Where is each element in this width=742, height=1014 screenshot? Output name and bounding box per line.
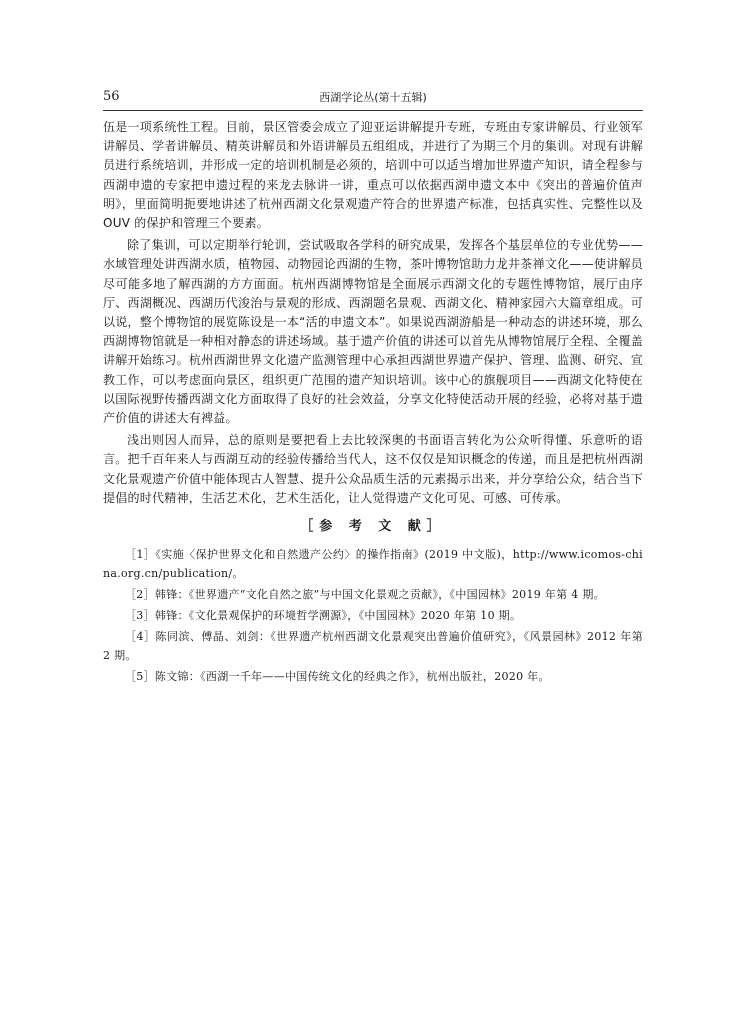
paragraph: 浅出则因人而异，总的原则是要把看上去比较深奥的书面语言转化为公众听得懂、乐意听的语言。把千百年来人与西湖互动的经验传播给当代人，这不仅仅是知识概念的传递，而且是把杭州西湖文化景观遗产价值中能体现古人智慧、提升公众品质生活的元素揭示出来，并分享给公众，结合当下提倡的时代精神，生活艺术化，艺术生活化，让人觉得遗产文化可见、可感、可传承。 (103, 433, 643, 505)
paragraph: 除了集训，可以定期举行轮训，尝试吸取各学科的研究成果，发挥各个基层单位的专业优势——水域管理处讲西湖水质，植物园、动物园论西湖的生物，茶叶博物馆助力龙井茶禅文化——使讲解员尽可能多地了解西湖的方方面面。杭州西湖博物馆是全面展示西湖文化的专题性博物馆，展厅由序厅、西湖概况、西湖历代浚治与景观的形成、西湖题名景观、西湖文化、精神家园六大篇章组成。可以说，整个博物馆的展览陈设是一本“活的申遗文本”。如果说西湖游船是一种动态的讲述环境，那么西湖博物馆就是一种相对静态的讲述场域。基于遗产价值的讲述可以首先从博物馆展厅全程、全覆盖讲解开始练习。杭州西湖世界文化遗产监测管理中心承担西湖世界遗产保护、管理、监测、研究、宣教工作，可以考虑面向景区，组织更广范围的遗产知识培训。该中心的旗舰项目——西湖文化特使在以国际视野传播西湖文化方面取得了良好的社会效益，分享文化特使活动开展的经验，必将对基于遗产价值的讲述大有裨益。 (103, 238, 644, 426)
reference-item: ［5］陈文锦：《西湖一千年——中国传统文化的经典之作》，杭州出版社，2020 年。 (125, 670, 550, 683)
references-list (103, 545, 643, 688)
running-title: 西湖学论丛(第十五辑) (319, 91, 427, 104)
paragraph-continuation: 伍是一项系统性工程。目前，景区管委会成立了迎亚运讲解提升专班，专班由专家讲解员、行业领军讲解员、学者讲解员、精英讲解员和外语讲解员五组组成，并进行了为期三个月的集训。对现有讲解员进行系统培训，并形成一定的培训机制是必须的，培训中可以适当增加世界遗产知识，请全程参与西湖申遗的专家把申遗过程的来龙去脉讲一讲，重点可以依据西湖申遗文本中《突出的普遍价值声明》，里面简明扼要地讲述了杭州西湖文化景观遗产符合的世界遗产标准，包括真实性、完整性以及 OUV 的保护和管理三个要素。 (103, 120, 643, 231)
page-number: 56 (103, 89, 120, 104)
reference-item: ［3］韩锋：《文化景观保护的环境哲学溯源》，《中国园林》2020 年第 10 期。 (125, 609, 522, 622)
references-heading: ［参 考 文 献］ (300, 519, 446, 534)
reference-item: ［2］韩锋：《世界遗产“文化自然之旅”与中国文化景观之贡献》，《中国园林》2019 年第 4 期。 (125, 588, 605, 601)
body-text (103, 118, 643, 508)
page-header (103, 88, 643, 111)
reference-item: ［4］陈同滨、傅晶、刘剑：《世界遗产杭州西湖文化景观突出普遍价值研究》，《风景园林》2012 年第 2 期。 (103, 630, 643, 662)
reference-item: ［1］《实施〈保护世界文化和自然遗产公约〉的操作指南》(2019 中文版)，http://www.icomos-china.org.cn/publication/。 (103, 548, 643, 580)
